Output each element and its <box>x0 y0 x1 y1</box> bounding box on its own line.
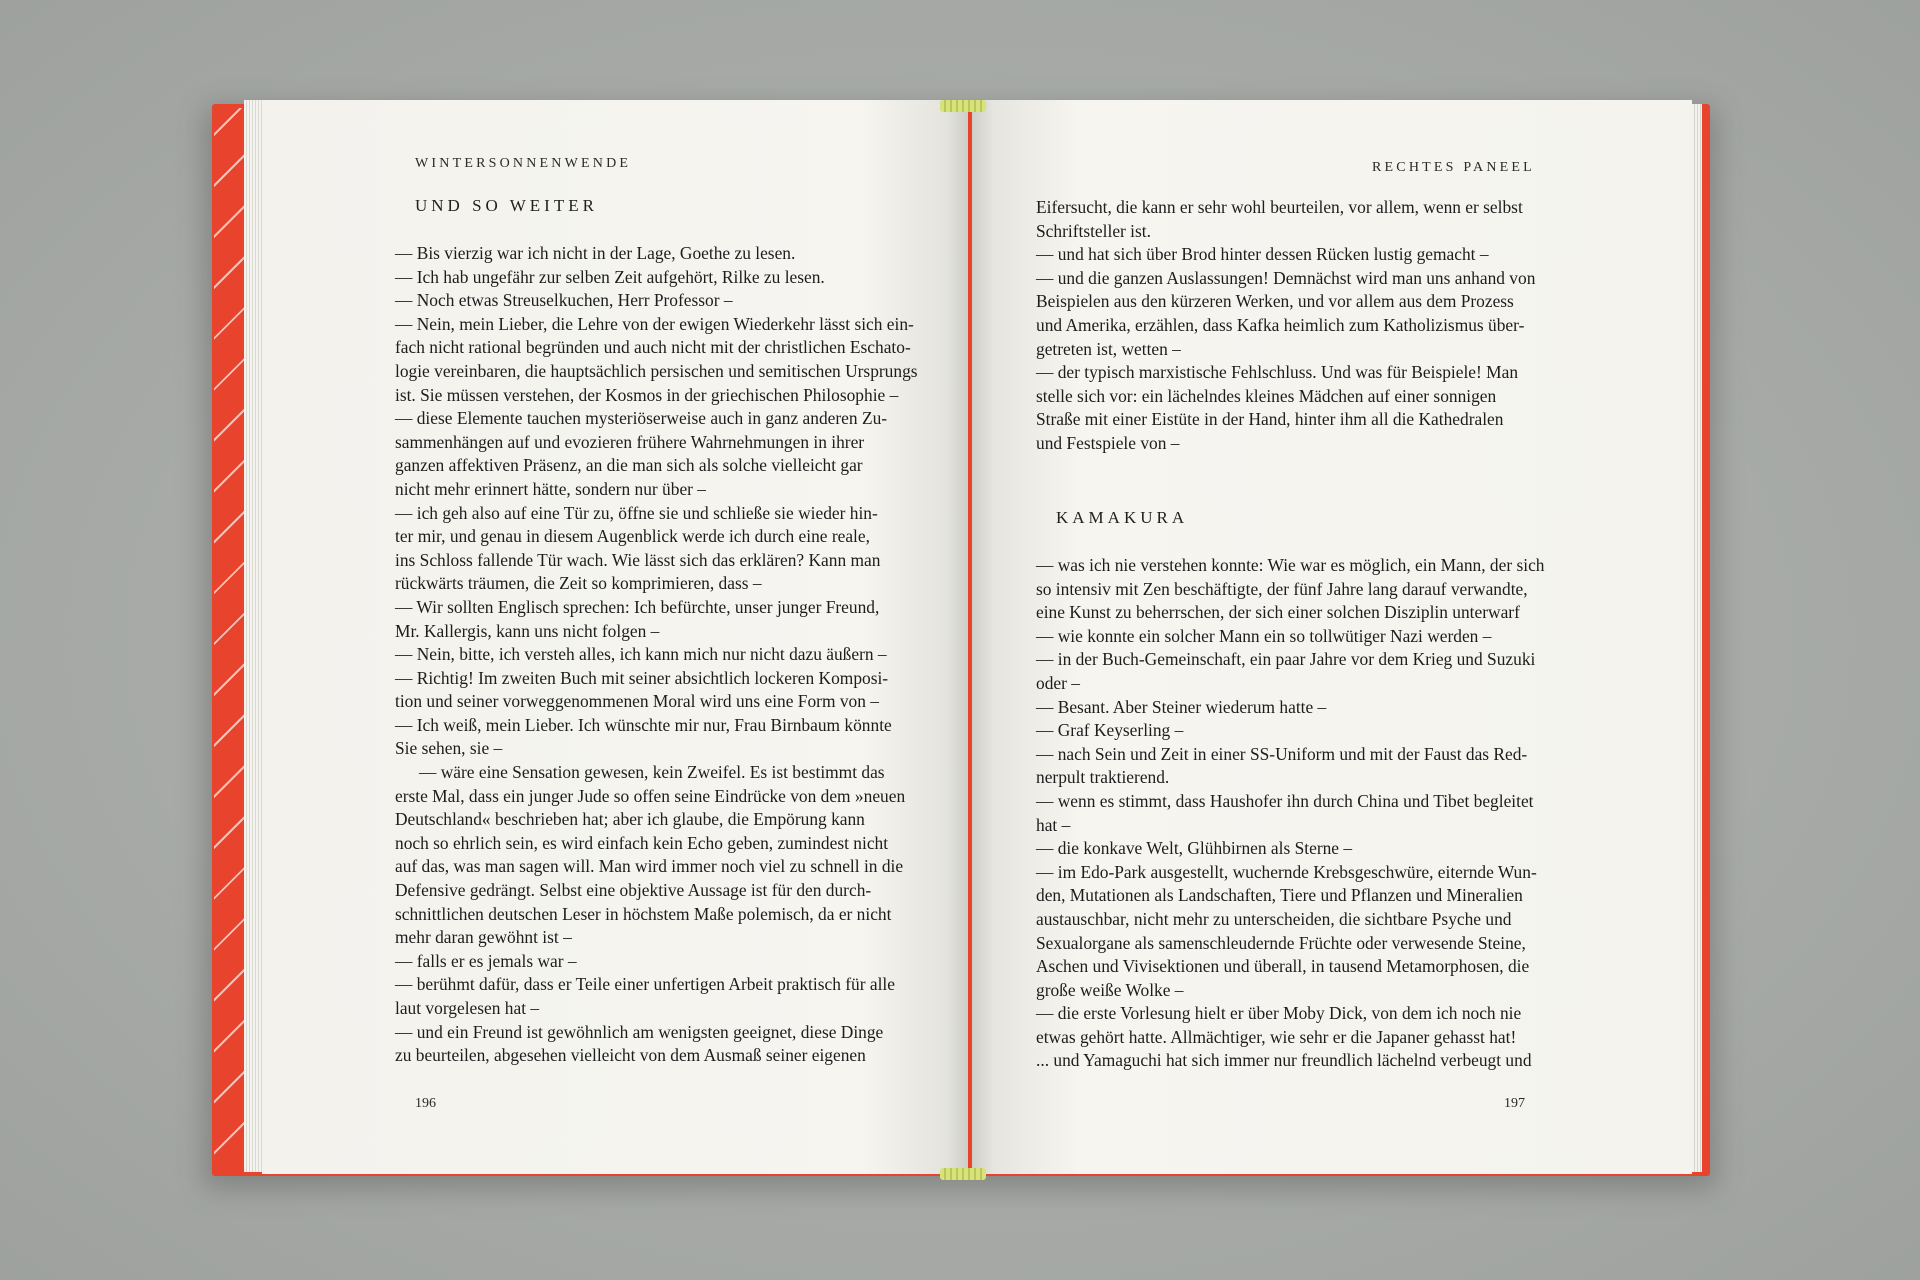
text-line: — Noch etwas Streuselkuchen, Herr Professor – <box>395 290 733 311</box>
text-line: Mr. Kallergis, kann uns nicht folgen – <box>395 620 660 641</box>
text-line: logie vereinbaren, die hauptsächlich persischen und semitischen Ursprungs <box>395 360 918 381</box>
text-line: — Wir sollten Englisch sprechen: Ich befürchte, unser junger Freund, <box>395 596 880 617</box>
text-line: hat – <box>1036 814 1071 835</box>
text-line: oder – <box>1036 672 1080 693</box>
text-line: laut vorgelesen hat – <box>395 998 540 1018</box>
text-line: — Nein, mein Lieber, die Lehre von der ewigen Wiederkehr lässt sich ein- <box>395 313 914 334</box>
text-line: erste Mal, dass ein junger Jude so offen seine Eindrücke von dem »neuen <box>395 785 906 806</box>
text-line: — ich geh also auf eine Tür zu, öffne sie und schließe sie wieder hin- <box>395 502 878 523</box>
text-line: — der typisch marxistische Fehlschluss. Und was für Beispiele! Man <box>1036 362 1519 383</box>
headband-top <box>940 100 986 112</box>
text-line: nicht mehr erinnert hätte, sondern nur über – <box>395 478 706 499</box>
text-line: — und die ganzen Auslassungen! Demnächst wird man uns anhand von <box>1036 267 1536 288</box>
left-body-text <box>395 242 918 1068</box>
text-line: so intensiv mit Zen beschäftigte, der fünf Jahre lang darauf verwandte, <box>1036 578 1528 599</box>
text-line: Sexualorgane als samenschleudernde Früchte oder verwesende Steine, <box>1036 932 1526 953</box>
text-line: rückwärts träumen, die Zeit so komprimieren, dass – <box>395 573 762 594</box>
right-body-text-top <box>1036 196 1535 456</box>
left-running-head: WINTERSONNENWENDE <box>415 156 632 171</box>
text-line: nerpult traktierend. <box>1036 767 1170 788</box>
text-line: — Besant. Aber Steiner wiederum hatte – <box>1036 696 1327 717</box>
text-line: austauschbar, nicht mehr zu unterscheiden, die sichtbare Psyche und <box>1036 908 1512 929</box>
text-line: ist. Sie müssen verstehen, der Kosmos in der griechischen Philosophie – <box>395 384 899 405</box>
text-line: auf das, was man sagen will. Man wird immer noch viel zu schnell in die <box>395 856 904 877</box>
text-line: — und ein Freund ist gewöhnlich am wenigsten geeignet, diese Dinge <box>395 1021 884 1042</box>
text-line: — wäre eine Sensation gewesen, kein Zweifel. Es ist bestimmt das <box>419 762 885 783</box>
text-line: ... und Yamaguchi hat sich immer nur freundlich lächelnd verbeugt und <box>1036 1050 1532 1071</box>
text-line: noch so ehrlich sein, es wird einfach kein Echo geben, zumindest nicht <box>395 832 889 853</box>
text-line: — die erste Vorlesung hielt er über Moby Dick, von dem ich noch nie <box>1036 1003 1522 1024</box>
text-line: ter mir, und genau in diesem Augenblick werde ich durch eine reale, <box>395 526 870 547</box>
right-page <box>972 100 1692 1174</box>
text-line: — falls er es jemals war – <box>395 950 577 971</box>
text-line: tion und seiner vorweggenommenen Moral wird uns eine Form von – <box>395 691 879 712</box>
text-line: eine Kunst zu beherrschen, der sich einer solchen Disziplin unterwarf <box>1036 602 1520 623</box>
text-line: Schriftsteller ist. <box>1036 220 1151 241</box>
text-line: Defensive gedrängt. Selbst eine objektive Aussage ist für den durch- <box>395 880 872 901</box>
text-line: ganzen affektiven Präsenz, an die man sich als solche vielleicht gar <box>395 455 863 476</box>
text-line: — berühmt dafür, dass er Teile einer unfertigen Arbeit praktisch für alle <box>395 974 895 995</box>
text-line: ins Schloss fallende Tür wach. Wie lässt sich das erklären? Kann man <box>395 549 881 570</box>
text-line: den, Mutationen als Landschaften, Tiere und Pflanzen und Mineralien <box>1036 885 1523 906</box>
text-line: getreten ist, wetten – <box>1036 338 1181 359</box>
cover-stripe-pattern <box>214 108 244 1172</box>
text-line: und Amerika, erzählen, dass Kafka heimlich zum Katholizismus über- <box>1036 314 1525 335</box>
text-line: — im Edo-Park ausgestellt, wuchernde Krebsgeschwüre, eiternde Wun- <box>1036 861 1537 882</box>
text-line: — Bis vierzig war ich nicht in der Lage, Goethe zu lesen. <box>395 243 796 263</box>
text-line: — Richtig! Im zweiten Buch mit seiner absichtlich lockeren Komposi- <box>395 667 889 688</box>
text-line: — in der Buch-Gemeinschaft, ein paar Jahre vor dem Krieg und Suzuki <box>1036 649 1536 670</box>
text-line: Straße mit einer Eistüte in der Hand, hinter ihm all die Kathedralen <box>1036 409 1504 430</box>
text-line: mehr daran gewöhnt ist – <box>395 927 572 948</box>
text-line: — die konkave Welt, Glühbirnen als Sterne – <box>1036 838 1353 859</box>
text-line: etwas gehört hatte. Allmächtiger, wie sehr er die Japaner gehasst hat! <box>1036 1026 1517 1047</box>
text-line: zu beurteilen, abgesehen vielleicht von dem Ausmaß seiner eigenen <box>395 1045 866 1066</box>
text-line: Aschen und Vivisektionen und überall, in tausend Metamorphosen, die <box>1036 956 1530 977</box>
text-line: — was ich nie verstehen konnte: Wie war es möglich, ein Mann, der sich <box>1036 555 1545 575</box>
text-line: — wenn es stimmt, dass Haushofer ihn durch China und Tibet begleitet <box>1036 790 1534 811</box>
right-running-head: RECHTES PANEEL <box>1372 160 1535 175</box>
left-page <box>262 100 968 1174</box>
text-line: — nach Sein und Zeit in einer SS-Uniform und mit der Faust das Red- <box>1036 743 1528 764</box>
text-line: und Festspiele von – <box>1036 432 1180 453</box>
text-line: fach nicht rational begründen und auch nicht mit der christlichen Eschato- <box>395 337 911 358</box>
text-line: große weiße Wolke – <box>1036 979 1184 1000</box>
text-line: — Graf Keyserling – <box>1036 720 1184 741</box>
text-line: — Ich hab ungefähr zur selben Zeit aufgehört, Rilke zu lesen. <box>395 266 825 287</box>
text-line: — diese Elemente tauchen mysteriöserweise auch in ganz anderen Zu- <box>395 408 888 429</box>
right-page-number: 197 <box>1504 1096 1525 1111</box>
text-line: stelle sich vor: ein lächelndes kleines Mädchen auf einer sonnigen <box>1036 385 1497 406</box>
left-section-title: UND SO WEITER <box>415 196 598 215</box>
text-line: — Ich weiß, mein Lieber. Ich wünschte mir nur, Frau Birnbaum könnte <box>395 714 892 735</box>
text-line: Deutschland« beschrieben hat; aber ich glaube, die Empörung kann <box>395 809 865 830</box>
headband-bottom <box>940 1168 986 1180</box>
text-line: schnittlichen deutschen Leser in höchstem Maße polemisch, da er nicht <box>395 903 892 924</box>
text-line: — Nein, bitte, ich versteh alles, ich kann mich nur nicht dazu äußern – <box>395 644 887 665</box>
text-line: sammenhängen auf und evozieren frühere Wahrnehmungen in ihrer <box>395 431 865 452</box>
text-line: — wie konnte ein solcher Mann ein so tollwütiger Nazi werden – <box>1036 625 1492 646</box>
left-page-number: 196 <box>415 1096 436 1111</box>
right-body-text-bottom <box>1036 554 1544 1073</box>
text-line: Beispielen aus den kürzeren Werken, und vor allem aus dem Prozess <box>1036 291 1514 312</box>
text-line: Sie sehen, sie – <box>395 738 503 759</box>
text-line: — und hat sich über Brod hinter dessen Rücken lustig gemacht – <box>1036 244 1489 265</box>
text-line: Eifersucht, die kann er sehr wohl beurteilen, vor allem, wenn er selbst <box>1036 197 1523 217</box>
right-page-edges <box>1692 104 1702 1172</box>
right-section-title: KAMAKURA <box>1056 508 1189 527</box>
